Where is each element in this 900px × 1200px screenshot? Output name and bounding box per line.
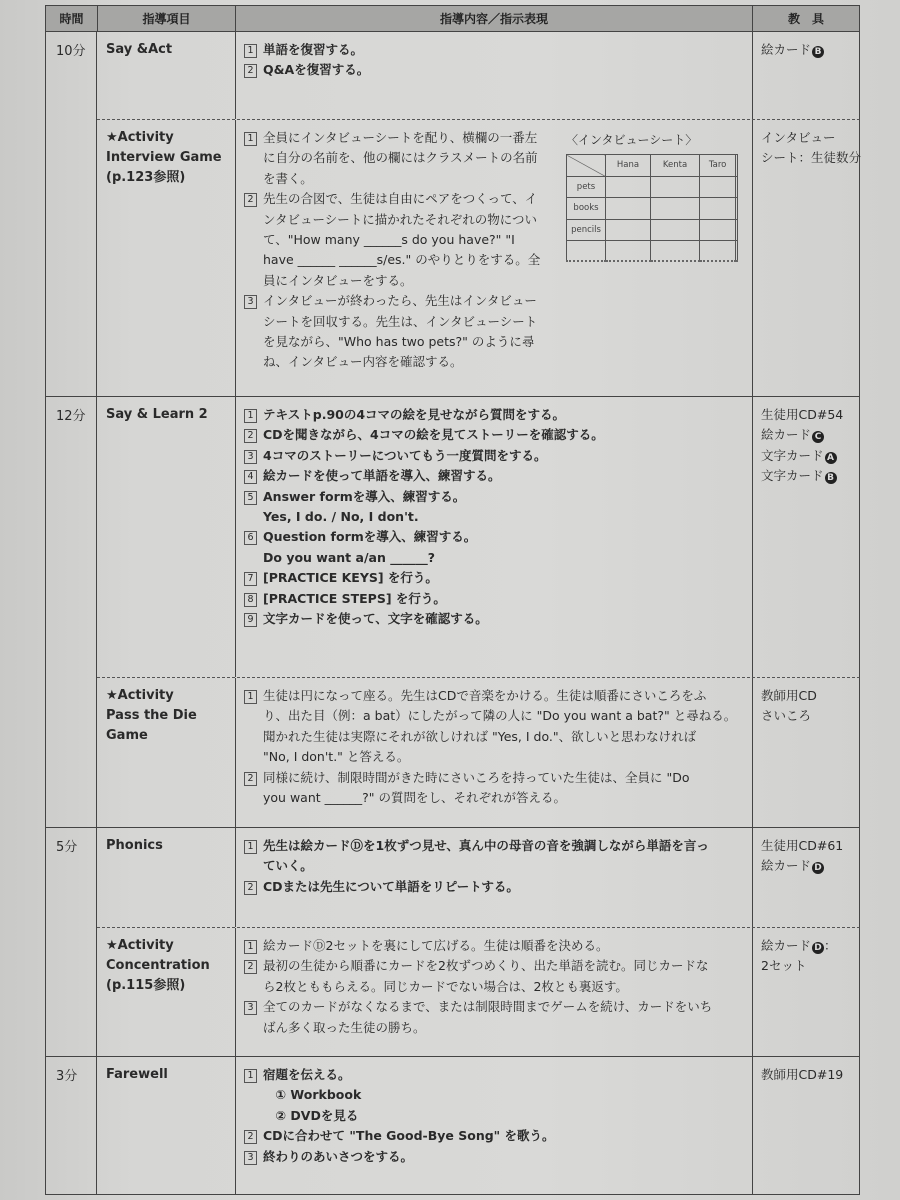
instruction-text: ら2枚とももらえる。同じカードでない場合は、2枚とも裏返す。 [263, 978, 628, 994]
step-number-box: 2 [244, 960, 257, 974]
sheet-torn-edge-cell [606, 241, 651, 262]
instruction-text: "No, I don't." と答える。 [263, 749, 410, 765]
card-set-badge: D [812, 862, 824, 874]
instruction-text: 最初の生徒から順番にカードを2枚ずつめくり、出た単語を読む。同じカードな [263, 958, 709, 974]
materials-item [761, 446, 860, 466]
activity-row [97, 120, 860, 397]
activity-title [97, 828, 235, 927]
instruction-text: you want ______?" の質問をし、それぞれが答える。 [263, 790, 566, 806]
instruction-text: ね、インタビュー内容を確認する。 [263, 354, 463, 370]
materials-item [761, 836, 860, 856]
card-set-badge: A [825, 452, 837, 464]
sheet-empty-cell [736, 219, 738, 240]
activity-row [97, 928, 860, 1057]
step-number-box: 1 [244, 409, 257, 423]
activity-title-line: Farewell [106, 1067, 168, 1082]
sheet-empty-cell [736, 155, 738, 176]
activity-title [97, 32, 235, 119]
header-item: 指導項目 [97, 5, 236, 32]
instruction-text: り、出た目（例：a bat）にしたがって隣の人に "Do you want a bat?" と尋ねる。 [263, 708, 737, 724]
instruction-line [244, 609, 752, 629]
instruction-text: [PRACTICE STEPS] を行う。 [263, 590, 446, 606]
sheet-empty-cell [700, 198, 736, 219]
instruction-text: 宿題を伝える。 [263, 1067, 351, 1082]
materials-text: 生徒用CD#54 [761, 407, 844, 422]
instruction-line [244, 40, 752, 60]
step-number-box: 5 [244, 491, 257, 505]
sheet-column-header: Taro [700, 155, 736, 176]
sheet-torn-edge-cell [567, 241, 606, 262]
instruction-content [235, 928, 752, 1056]
materials-item [761, 936, 860, 956]
sheet-empty-cell [736, 198, 738, 219]
interview-sheet-title: 〈インタビューシート〉 [566, 133, 698, 147]
step-number-box: 2 [244, 64, 257, 78]
instruction-line [244, 956, 752, 976]
sheet-column-header: Hana [606, 155, 651, 176]
activity-row [97, 32, 860, 120]
activity-title-line: ★Activity [106, 688, 174, 703]
instruction-line [244, 271, 752, 291]
instruction-content [235, 32, 752, 119]
instruction-text: 4コマのストーリーについてもう一度質問をする。 [263, 447, 547, 463]
sheet-empty-cell [606, 219, 651, 240]
materials-cell [752, 120, 860, 396]
step-number-box: 1 [244, 132, 257, 146]
step-number-box: 2 [244, 772, 257, 786]
instruction-text: [PRACTICE KEYS] を行う。 [263, 570, 438, 586]
materials-text: 2セット [761, 958, 807, 974]
materials-text: 絵カード [761, 427, 812, 443]
instruction-line [244, 1065, 752, 1085]
activity-title [97, 928, 235, 1056]
instruction-text: CDまたは先生について単語をリピートする。 [263, 878, 519, 894]
activity-title-line: (p.123参照) [106, 170, 186, 185]
instruction-text: 絵カードを使って単語を導入、練習する。 [263, 468, 501, 484]
step-number-box: 1 [244, 44, 257, 58]
instruction-text: ンタビューシートに描かれたそれぞれの物につい [263, 211, 538, 227]
instruction-line [244, 936, 752, 956]
materials-item [761, 1065, 860, 1085]
instruction-text: Answer formを導入、練習する。 [263, 488, 466, 504]
materials-cell [752, 928, 860, 1056]
sheet-empty-cell [651, 176, 700, 197]
instruction-text: ② DVDを見る [263, 1107, 359, 1123]
step-number-box: 7 [244, 572, 257, 586]
sheet-empty-cell [606, 176, 651, 197]
instruction-line [244, 1126, 752, 1146]
instruction-text: CDに合わせて "The Good-Bye Song" を歌う。 [263, 1128, 555, 1144]
sheet-column-header: Kenta [651, 155, 700, 176]
instruction-line [244, 548, 752, 568]
materials-text: 文字カード [761, 447, 824, 463]
materials-item [761, 405, 860, 425]
card-set-badge: C [812, 431, 824, 443]
materials-item [761, 40, 860, 60]
activity-row [97, 397, 860, 678]
activity-title-line: Pass the Die [106, 708, 197, 723]
activity-title-line: ★Activity [106, 130, 174, 145]
activity-title [97, 120, 235, 396]
materials-item [761, 956, 860, 976]
activity-title-line: Say &Act [106, 42, 173, 57]
instruction-line [244, 589, 752, 609]
instruction-text: に自分の名前を、他の欄にはクラスメートの名前 [263, 150, 538, 166]
activity-title-line: Concentration [106, 958, 210, 973]
sheet-row-header: books [567, 198, 606, 219]
header-materials: 教 具 [752, 5, 860, 32]
instruction-content [235, 397, 752, 677]
instruction-text: Yes, I do. / No, I don't. [263, 509, 419, 525]
instruction-text: Do you want a/an ______? [263, 549, 435, 565]
card-set-badge: B [812, 46, 824, 58]
step-number-box: 3 [244, 450, 257, 464]
materials-text: 文字カード [761, 468, 824, 484]
instruction-line [244, 1018, 752, 1038]
materials-cell [752, 397, 860, 677]
time-cell [45, 397, 97, 828]
sheet-torn-edge-cell [700, 241, 736, 262]
step-number-box: 2 [244, 881, 257, 895]
materials-cell [752, 678, 860, 827]
instruction-line [244, 747, 752, 767]
sheet-torn-edge-cell [736, 241, 738, 262]
instruction-line [244, 727, 752, 747]
instruction-text: ① Workbook [263, 1087, 362, 1103]
materials-suffix: ： [824, 938, 837, 953]
step-number-box: 1 [244, 840, 257, 854]
instruction-line [244, 332, 752, 352]
time-cell [45, 828, 97, 1057]
activity-title-line: Interview Game [106, 150, 222, 165]
instruction-line [244, 507, 752, 527]
materials-item [761, 706, 860, 726]
instruction-text: 先生は絵カードⒹを1枚ずつ見せ、真ん中の母音の音を強調しながら単語を言っ [263, 838, 709, 853]
time-cell [45, 1057, 97, 1195]
instruction-text: 終わりのあいさつをする。 [263, 1148, 414, 1164]
instruction-text: 聞かれた生徒は実際にそれが欲しければ "Yes, I do."、欲しいと思わなければ [263, 728, 697, 744]
sheet-empty-cell [700, 219, 736, 240]
activity-title [97, 678, 235, 827]
materials-item [761, 466, 860, 486]
materials-item [761, 128, 860, 148]
step-number-box: 2 [244, 193, 257, 207]
activity-title-line: ★Activity [106, 938, 174, 953]
step-number-box: 3 [244, 1151, 257, 1165]
step-number-box: 1 [244, 1069, 257, 1083]
instruction-text: テキストp.90の4コマの絵を見せながら質問をする。 [263, 407, 566, 422]
instruction-line [244, 1147, 752, 1167]
materials-text: 生徒用CD#61 [761, 838, 844, 853]
activity-row [97, 828, 860, 928]
activity-title-line: Game [106, 728, 148, 743]
materials-cell [752, 1057, 860, 1194]
instruction-text: 単語を復習する。 [263, 42, 364, 57]
instruction-content [235, 828, 752, 927]
instruction-text: CDを聞きながら、4コマの絵を見てストーリーを確認する。 [263, 427, 604, 443]
instruction-line [244, 686, 752, 706]
instruction-line [244, 1106, 752, 1126]
activity-row [97, 678, 860, 828]
instruction-line [244, 856, 752, 876]
sheet-torn-edge-cell [651, 241, 700, 262]
step-number-box: 9 [244, 613, 257, 627]
instruction-line [244, 877, 752, 897]
instruction-line [244, 977, 752, 997]
step-number-box: 4 [244, 470, 257, 484]
interview-sheet-figure [566, 130, 746, 262]
step-number-box: 1 [244, 940, 257, 954]
sheet-empty-cell [651, 219, 700, 240]
materials-text: インタビュー [761, 130, 836, 145]
instruction-text: 文字カードを使って、文字を確認する。 [263, 611, 488, 627]
instruction-content [235, 1057, 752, 1194]
instruction-text: 員にインタビューをする。 [263, 272, 413, 288]
header-time: 時間 [45, 5, 98, 32]
activity-title-line: (p.115参照) [106, 978, 186, 993]
instruction-line [244, 788, 752, 808]
instruction-line [244, 291, 752, 311]
instruction-text: ばん多く取った生徒の勝ち。 [263, 1019, 426, 1035]
activity-title-line: Phonics [106, 838, 163, 853]
instruction-text: を書く。 [263, 170, 313, 186]
instruction-text: Question formを導入、練習する。 [263, 529, 477, 545]
instruction-text: 全員にインタビューシートを配り、横欄の一番左 [263, 130, 538, 145]
card-set-badge: B [825, 472, 837, 484]
instruction-text: て、"How many ______s do you have?" "I [263, 232, 515, 248]
instruction-content [235, 678, 752, 827]
materials-item [761, 425, 860, 445]
instruction-text: 同様に続け、制限時間がきた時にさいころを持っていた生徒は、全員に "Do [263, 769, 690, 785]
activity-row [97, 1057, 860, 1195]
instruction-text: 先生の合図で、生徒は自由にペアをつくって、イ [263, 191, 538, 207]
card-set-badge: D [812, 942, 824, 954]
materials-text: 教師用CD#19 [761, 1067, 844, 1082]
instruction-line [244, 568, 752, 588]
activity-title [97, 397, 235, 677]
instruction-line [244, 312, 752, 332]
step-number-box: 8 [244, 593, 257, 607]
step-number-box: 6 [244, 531, 257, 545]
instruction-text: Q&Aを復習する。 [263, 62, 370, 78]
instruction-content [235, 120, 752, 396]
time-label: 5分 [56, 840, 78, 855]
sheet-row-header: pencils [567, 219, 606, 240]
materials-item [761, 856, 860, 876]
step-number-box: 3 [244, 1001, 257, 1015]
instruction-line [244, 487, 752, 507]
activity-title-line: Say & Learn 2 [106, 407, 208, 422]
instruction-text: シートを回収する。先生は、インタビューシート [263, 313, 538, 329]
sheet-empty-cell [736, 176, 738, 197]
materials-text: 絵カード [761, 858, 812, 874]
instruction-line [244, 706, 752, 726]
instruction-line [244, 60, 752, 80]
sheet-empty-cell [651, 198, 700, 219]
time-cell [45, 32, 97, 397]
instruction-line [244, 836, 752, 856]
time-label: 10分 [56, 44, 86, 59]
instruction-line [244, 425, 752, 445]
sheet-empty-cell [700, 176, 736, 197]
instruction-line [244, 768, 752, 788]
interview-sheet-table [566, 154, 738, 262]
time-label: 12分 [56, 409, 86, 424]
step-number-box: 1 [244, 690, 257, 704]
instruction-line [244, 405, 752, 425]
step-number-box: 2 [244, 1130, 257, 1144]
step-number-box: 2 [244, 429, 257, 443]
instruction-line [244, 466, 752, 486]
materials-text: 絵カード [761, 938, 812, 953]
materials-text: さいころ [761, 708, 812, 724]
instruction-line [244, 1085, 752, 1105]
instruction-line [244, 997, 752, 1017]
header-content: 指導内容／指示表現 [235, 5, 753, 32]
materials-item [761, 686, 860, 706]
materials-text: 絵カード [761, 42, 812, 57]
sheet-empty-cell [606, 198, 651, 219]
materials-cell [752, 828, 860, 927]
activity-title [97, 1057, 235, 1194]
diagonal-corner-cell [567, 155, 606, 176]
instruction-text: 全てのカードがなくなるまで、または制限時間までゲームを続け、カードをいち [263, 999, 713, 1015]
instruction-text: を見ながら、"Who has two pets?" のように尋 [263, 334, 535, 350]
materials-text: シート：生徒数分 [761, 150, 862, 166]
instruction-text: 生徒は円になって座る。先生はCDで音楽をかける。生徒は順番にさいころをふ [263, 688, 707, 703]
instruction-line [244, 352, 752, 372]
instruction-line [244, 527, 752, 547]
instruction-text: 絵カードⒹ2セットを裏にして広げる。生徒は順番を決める。 [263, 938, 609, 953]
instruction-text: ていく。 [263, 858, 313, 874]
instruction-text: have ______ ______s/es." のやりとりをする。全 [263, 252, 541, 268]
sheet-row-header: pets [567, 176, 606, 197]
materials-text: 教師用CD [761, 688, 817, 703]
time-label: 3分 [56, 1069, 78, 1084]
materials-cell [752, 32, 860, 119]
materials-item [761, 148, 860, 168]
instruction-text: インタビューが終わったら、先生はインタビュー [263, 293, 537, 309]
instruction-line [244, 446, 752, 466]
step-number-box: 3 [244, 295, 257, 309]
